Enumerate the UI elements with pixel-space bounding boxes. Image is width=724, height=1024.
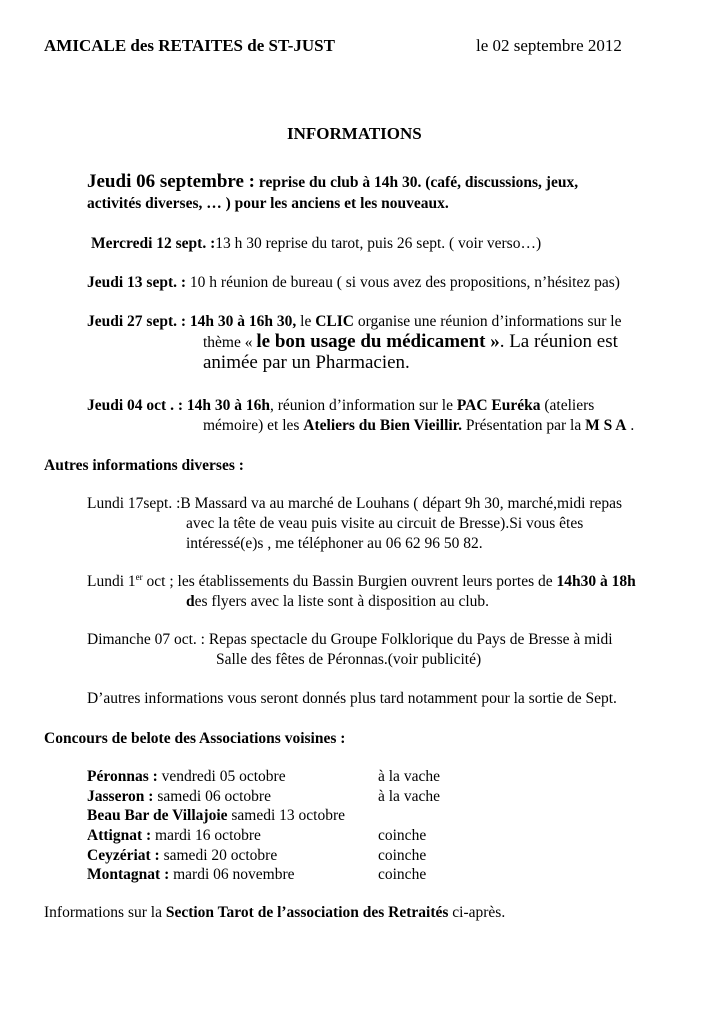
event-mercredi-12 <box>91 234 541 254</box>
belote-date: mardi 06 novembre <box>169 866 295 883</box>
belote-place: Ceyzériat : <box>87 847 160 864</box>
info-note: D’autres informations vous seront donnés plus tard notamment pour la sortie de Sept. <box>87 690 617 707</box>
belote-place: Jasseron : <box>87 788 154 805</box>
section-heading-belote: Concours de belote des Associations voisines : <box>44 730 346 747</box>
belote-date: samedi 20 octobre <box>159 847 278 864</box>
belote-date: vendredi 05 octobre <box>157 768 286 785</box>
event-jeudi-06-line2: activités diverses, … ) pour les anciens et les nouveaux. <box>87 195 449 212</box>
belote-row <box>87 806 345 826</box>
info-text: oct ; les établissements du Bassin Burgien ouvrent leurs portes de <box>142 573 557 590</box>
event-jeudi-27-line3: animée par un Pharmacien. <box>203 352 410 373</box>
info-lundi-17-line2: avec la tête de veau puis visite au circuit de Bresse).Si vous êtes <box>186 515 584 532</box>
belote-type: coinche <box>378 866 427 883</box>
info-lundi-1-line2 <box>186 592 489 612</box>
info-text: Lundi 1 <box>87 573 136 590</box>
event-day: Jeudi 13 sept. : <box>87 274 187 291</box>
theme-title: le bon usage du médicament » <box>256 331 500 352</box>
belote-date: mardi 16 octobre <box>151 827 261 844</box>
belote-type: à la vache <box>378 768 440 785</box>
event-text: . <box>626 417 635 434</box>
belote-row <box>87 846 277 866</box>
event-jeudi-06 <box>87 172 578 193</box>
event-text: mémoire) et les <box>203 417 304 434</box>
info-dimanche-07-line2: Salle des fêtes de Péronnas.(voir publicité) <box>216 651 482 668</box>
theme-prefix: thème « <box>203 334 257 351</box>
info-text: d <box>186 593 195 610</box>
event-jeudi-04-line2 <box>203 416 634 436</box>
event-text: , réunion d’information sur le <box>270 397 457 414</box>
footer-text: Informations sur la <box>44 904 166 921</box>
info-lundi-17-line1: Lundi 17sept. :B Massard va au marché de Louhans ( départ 9h 30, marché,midi repas <box>87 495 623 512</box>
ateliers-label: Ateliers du Bien Vieillir. <box>303 417 463 434</box>
event-text: le <box>296 313 316 330</box>
event-time: 14h 30 à 16h 30, <box>186 313 297 330</box>
event-text: (ateliers <box>540 397 595 414</box>
ordinal-suffix: er <box>135 572 143 582</box>
section-heading-autres: Autres informations diverses : <box>44 457 244 474</box>
event-text: 10 h réunion de bureau ( si vous avez des propositions, n’hésitez pas) <box>186 274 620 291</box>
event-jeudi-27-line2 <box>203 332 618 353</box>
belote-row <box>87 826 261 846</box>
belote-row <box>87 787 271 807</box>
event-day: Jeudi 04 oct . : <box>87 397 184 414</box>
document-date: le 02 septembre 2012 <box>476 36 622 55</box>
event-text: reprise du club à 14h 30. (café, discussions, jeux, <box>255 174 579 191</box>
belote-row <box>87 865 295 885</box>
belote-type: coinche <box>378 827 427 844</box>
event-jeudi-27 <box>87 312 621 332</box>
event-text: Présentation par la <box>462 417 586 434</box>
event-day: Jeudi 27 sept. : <box>87 313 187 330</box>
event-jeudi-04 <box>87 396 594 416</box>
event-text: organise une réunion d’informations sur le <box>354 313 622 330</box>
event-time: 14h 30 à 16h <box>183 397 271 414</box>
belote-place: Péronnas : <box>87 768 158 785</box>
footer-text: ci-après. <box>448 904 506 921</box>
event-jeudi-13 <box>87 273 620 293</box>
belote-place: Montagnat : <box>87 866 170 883</box>
organization-name: AMICALE des RETAITES de ST-JUST <box>44 36 335 55</box>
footer-section-name: Section Tarot de l’association des Retraités <box>165 904 449 921</box>
footer-note <box>44 903 505 923</box>
pac-label: PAC Euréka <box>456 397 541 414</box>
belote-place: Attignat : <box>87 827 152 844</box>
info-dimanche-07-line1: Dimanche 07 oct. : Repas spectacle du Groupe Folklorique du Pays de Bresse à midi <box>87 631 613 648</box>
belote-date: samedi 06 octobre <box>153 788 271 805</box>
event-day: Mercredi 12 sept. : <box>91 235 216 252</box>
info-text: es flyers avec la liste sont à disposition au club. <box>194 593 490 610</box>
info-lundi-1 <box>87 572 636 592</box>
info-lundi-17-line3: intéressé(e)s , me téléphoner au 06 62 96 50 82. <box>186 535 483 552</box>
belote-place: Beau Bar de Villajoie <box>87 807 228 824</box>
clic-label: CLIC <box>315 313 354 330</box>
belote-type: coinche <box>378 847 427 864</box>
info-time: 14h30 à 18h <box>556 573 636 590</box>
event-text: . La réunion est <box>499 331 618 352</box>
event-day: Jeudi 06 septembre : <box>87 171 255 192</box>
belote-date: samedi 13 octobre <box>227 807 346 824</box>
belote-row <box>87 767 286 787</box>
msa-label: M S A <box>585 417 627 434</box>
event-text: 13 h 30 reprise du tarot, puis 26 sept. ( voir verso…) <box>215 235 542 252</box>
belote-type: à la vache <box>378 788 440 805</box>
page-title: INFORMATIONS <box>287 124 422 143</box>
